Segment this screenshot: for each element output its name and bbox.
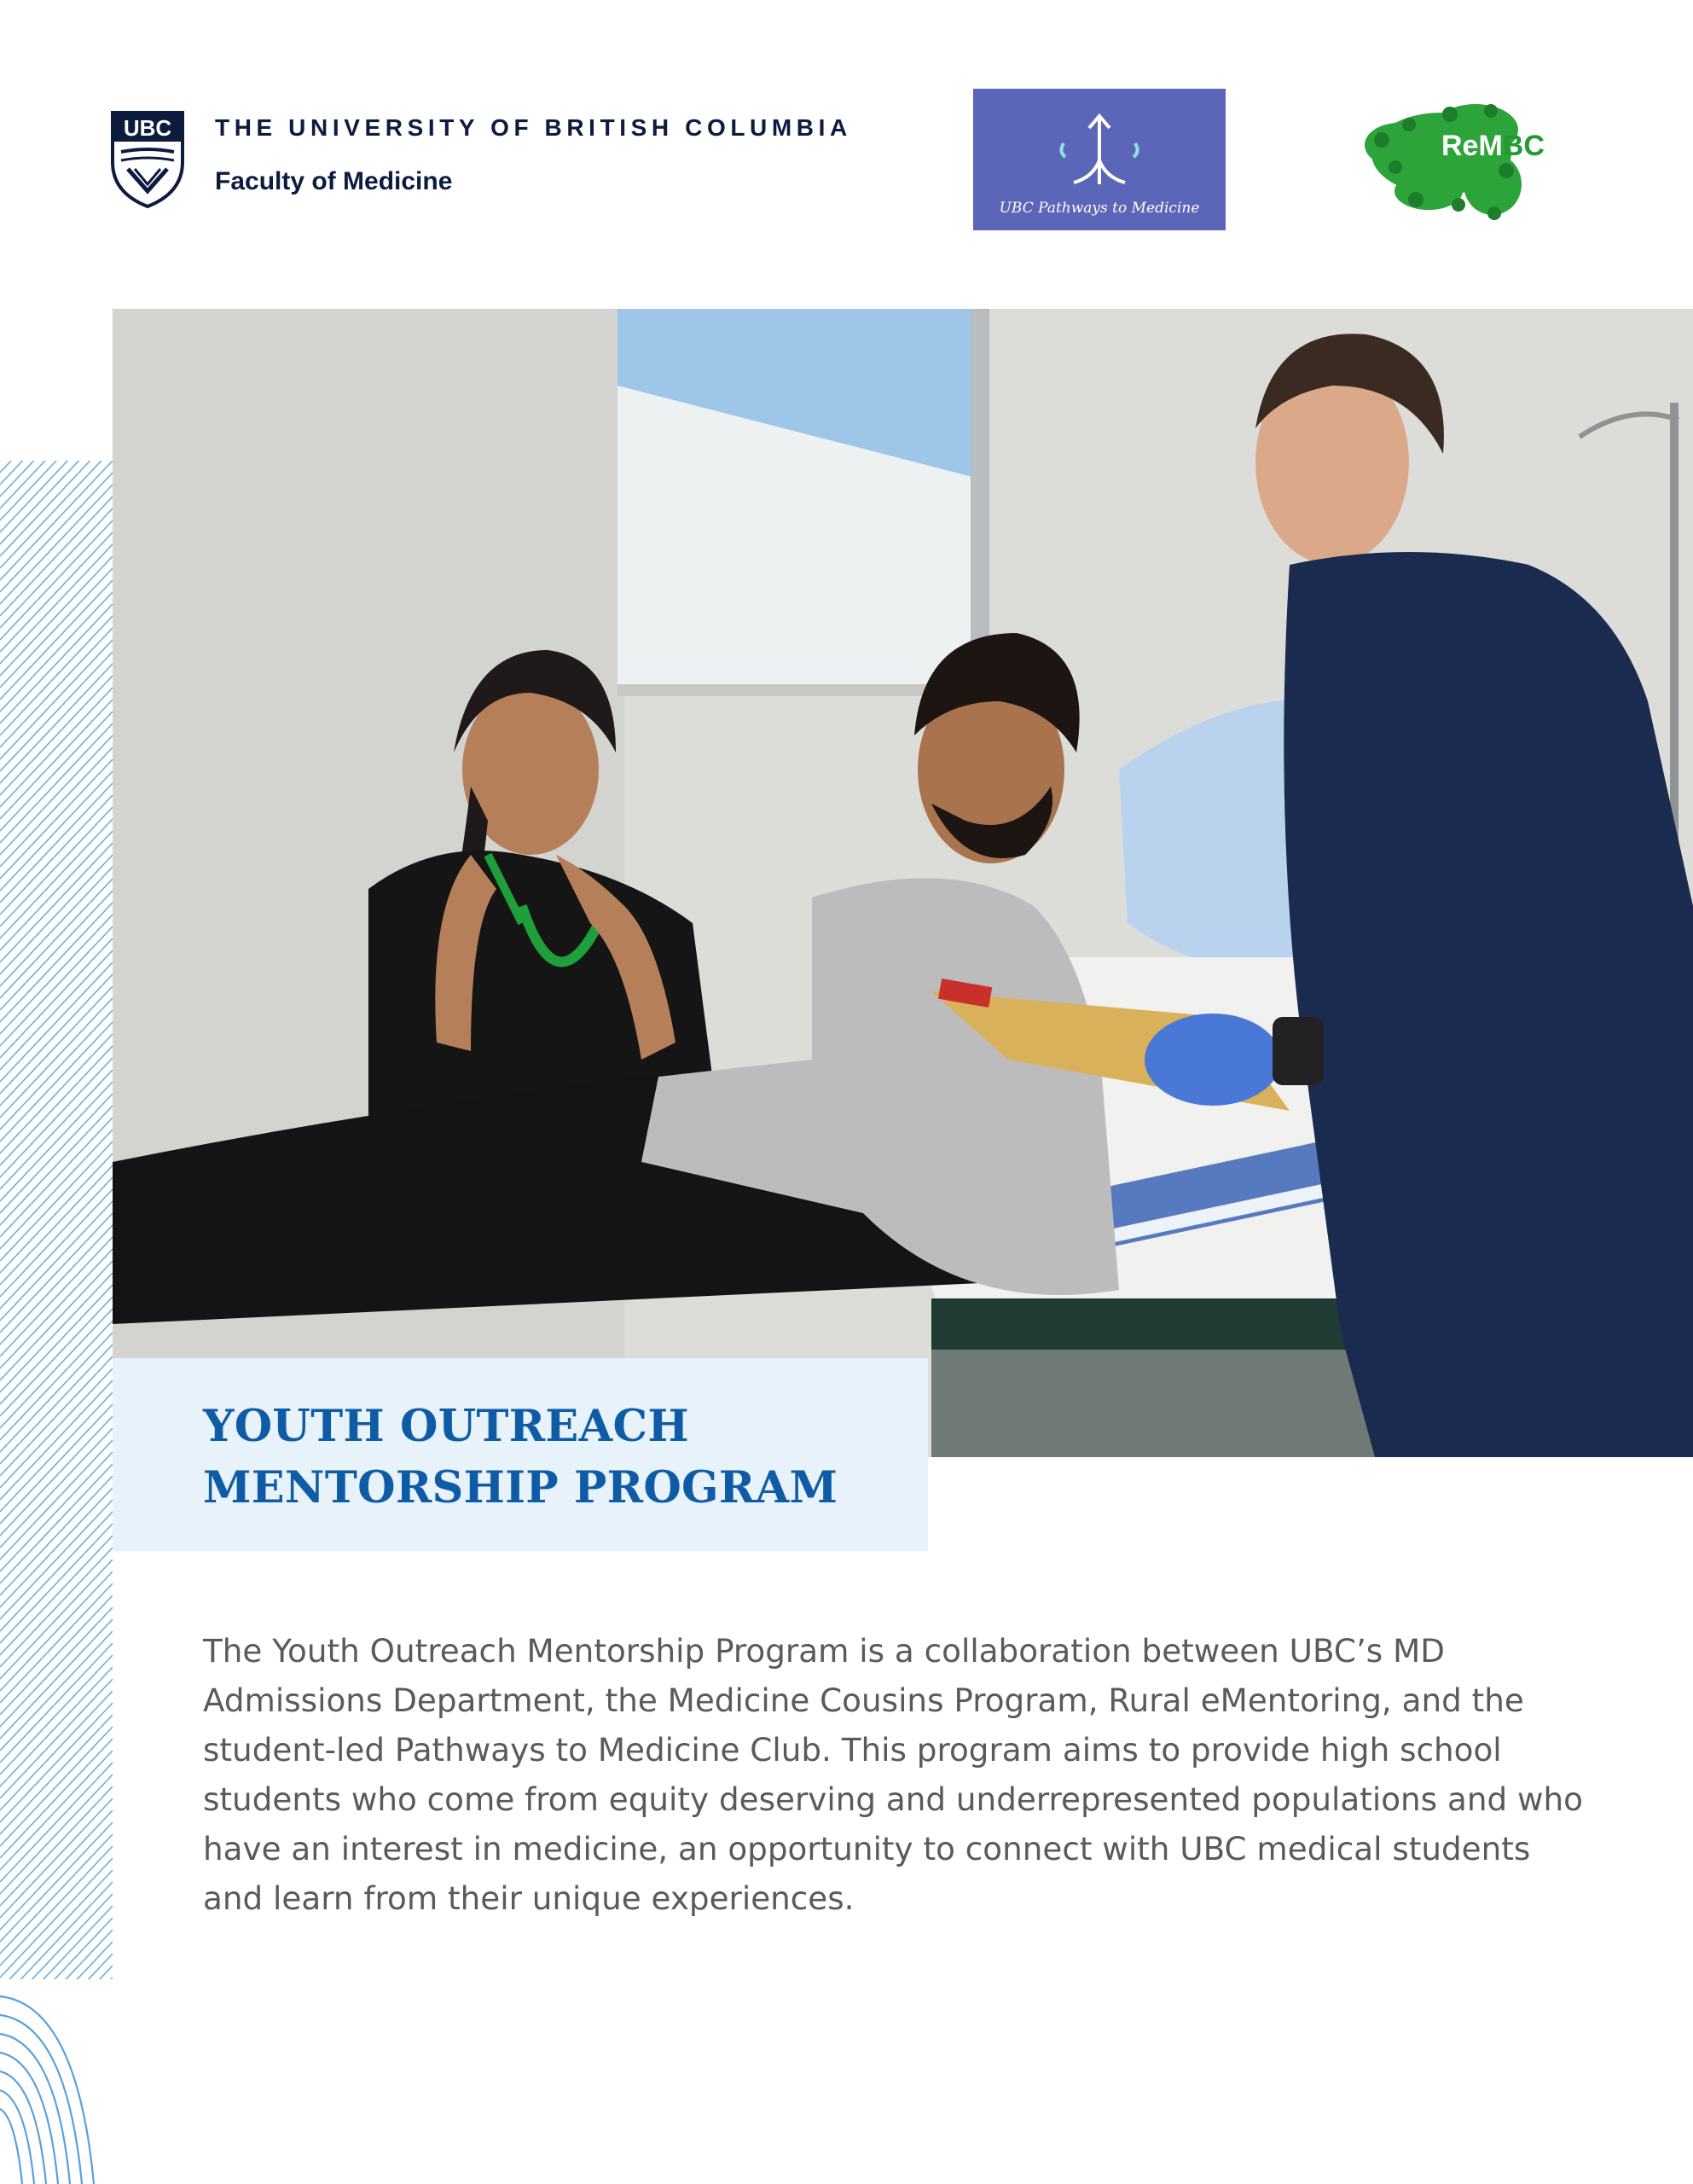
hero-photo bbox=[113, 309, 1693, 1457]
rembc-wordmark-white: ReM bbox=[1441, 130, 1503, 162]
rembc-wordmark-green: BC bbox=[1502, 130, 1545, 162]
pathways-logo-caption: UBC Pathways to Medicine bbox=[999, 200, 1200, 217]
photo-clinical-scene bbox=[113, 309, 1693, 1457]
pathways-to-medicine-logo bbox=[973, 89, 1226, 230]
program-description: The Youth Outreach Mentorship Program is a collaboration between UBC’s MD Admissions Department, the Medicine Cousins Program, Rural eMentoring, and the student-led Pathways to Medicine Club. This program aims to provide high school students who come from equity deserving and underrepresented populations and who have an interest in medicine, an opportunity to connect with UBC medical students and learn from their unique experiences. bbox=[203, 1632, 1583, 1917]
decorative-contour-lines bbox=[0, 1971, 113, 2184]
rembc-logo bbox=[1348, 85, 1586, 230]
title-box bbox=[113, 1358, 928, 1551]
faculty-name: Faculty of Medicine bbox=[215, 167, 453, 195]
rembc-wordmark bbox=[1441, 130, 1545, 163]
program-title-line-2: MENTORSHIP PROGRAM bbox=[203, 1462, 838, 1513]
program-title bbox=[203, 1396, 838, 1519]
ubc-badge-text: UBC bbox=[123, 115, 172, 141]
decorative-diagonal-lines bbox=[0, 461, 113, 1979]
ubc-crest-icon bbox=[109, 109, 186, 210]
program-title-line-1: YOUTH OUTREACH bbox=[203, 1401, 689, 1452]
university-name: THE UNIVERSITY OF BRITISH COLUMBIA bbox=[215, 114, 852, 141]
